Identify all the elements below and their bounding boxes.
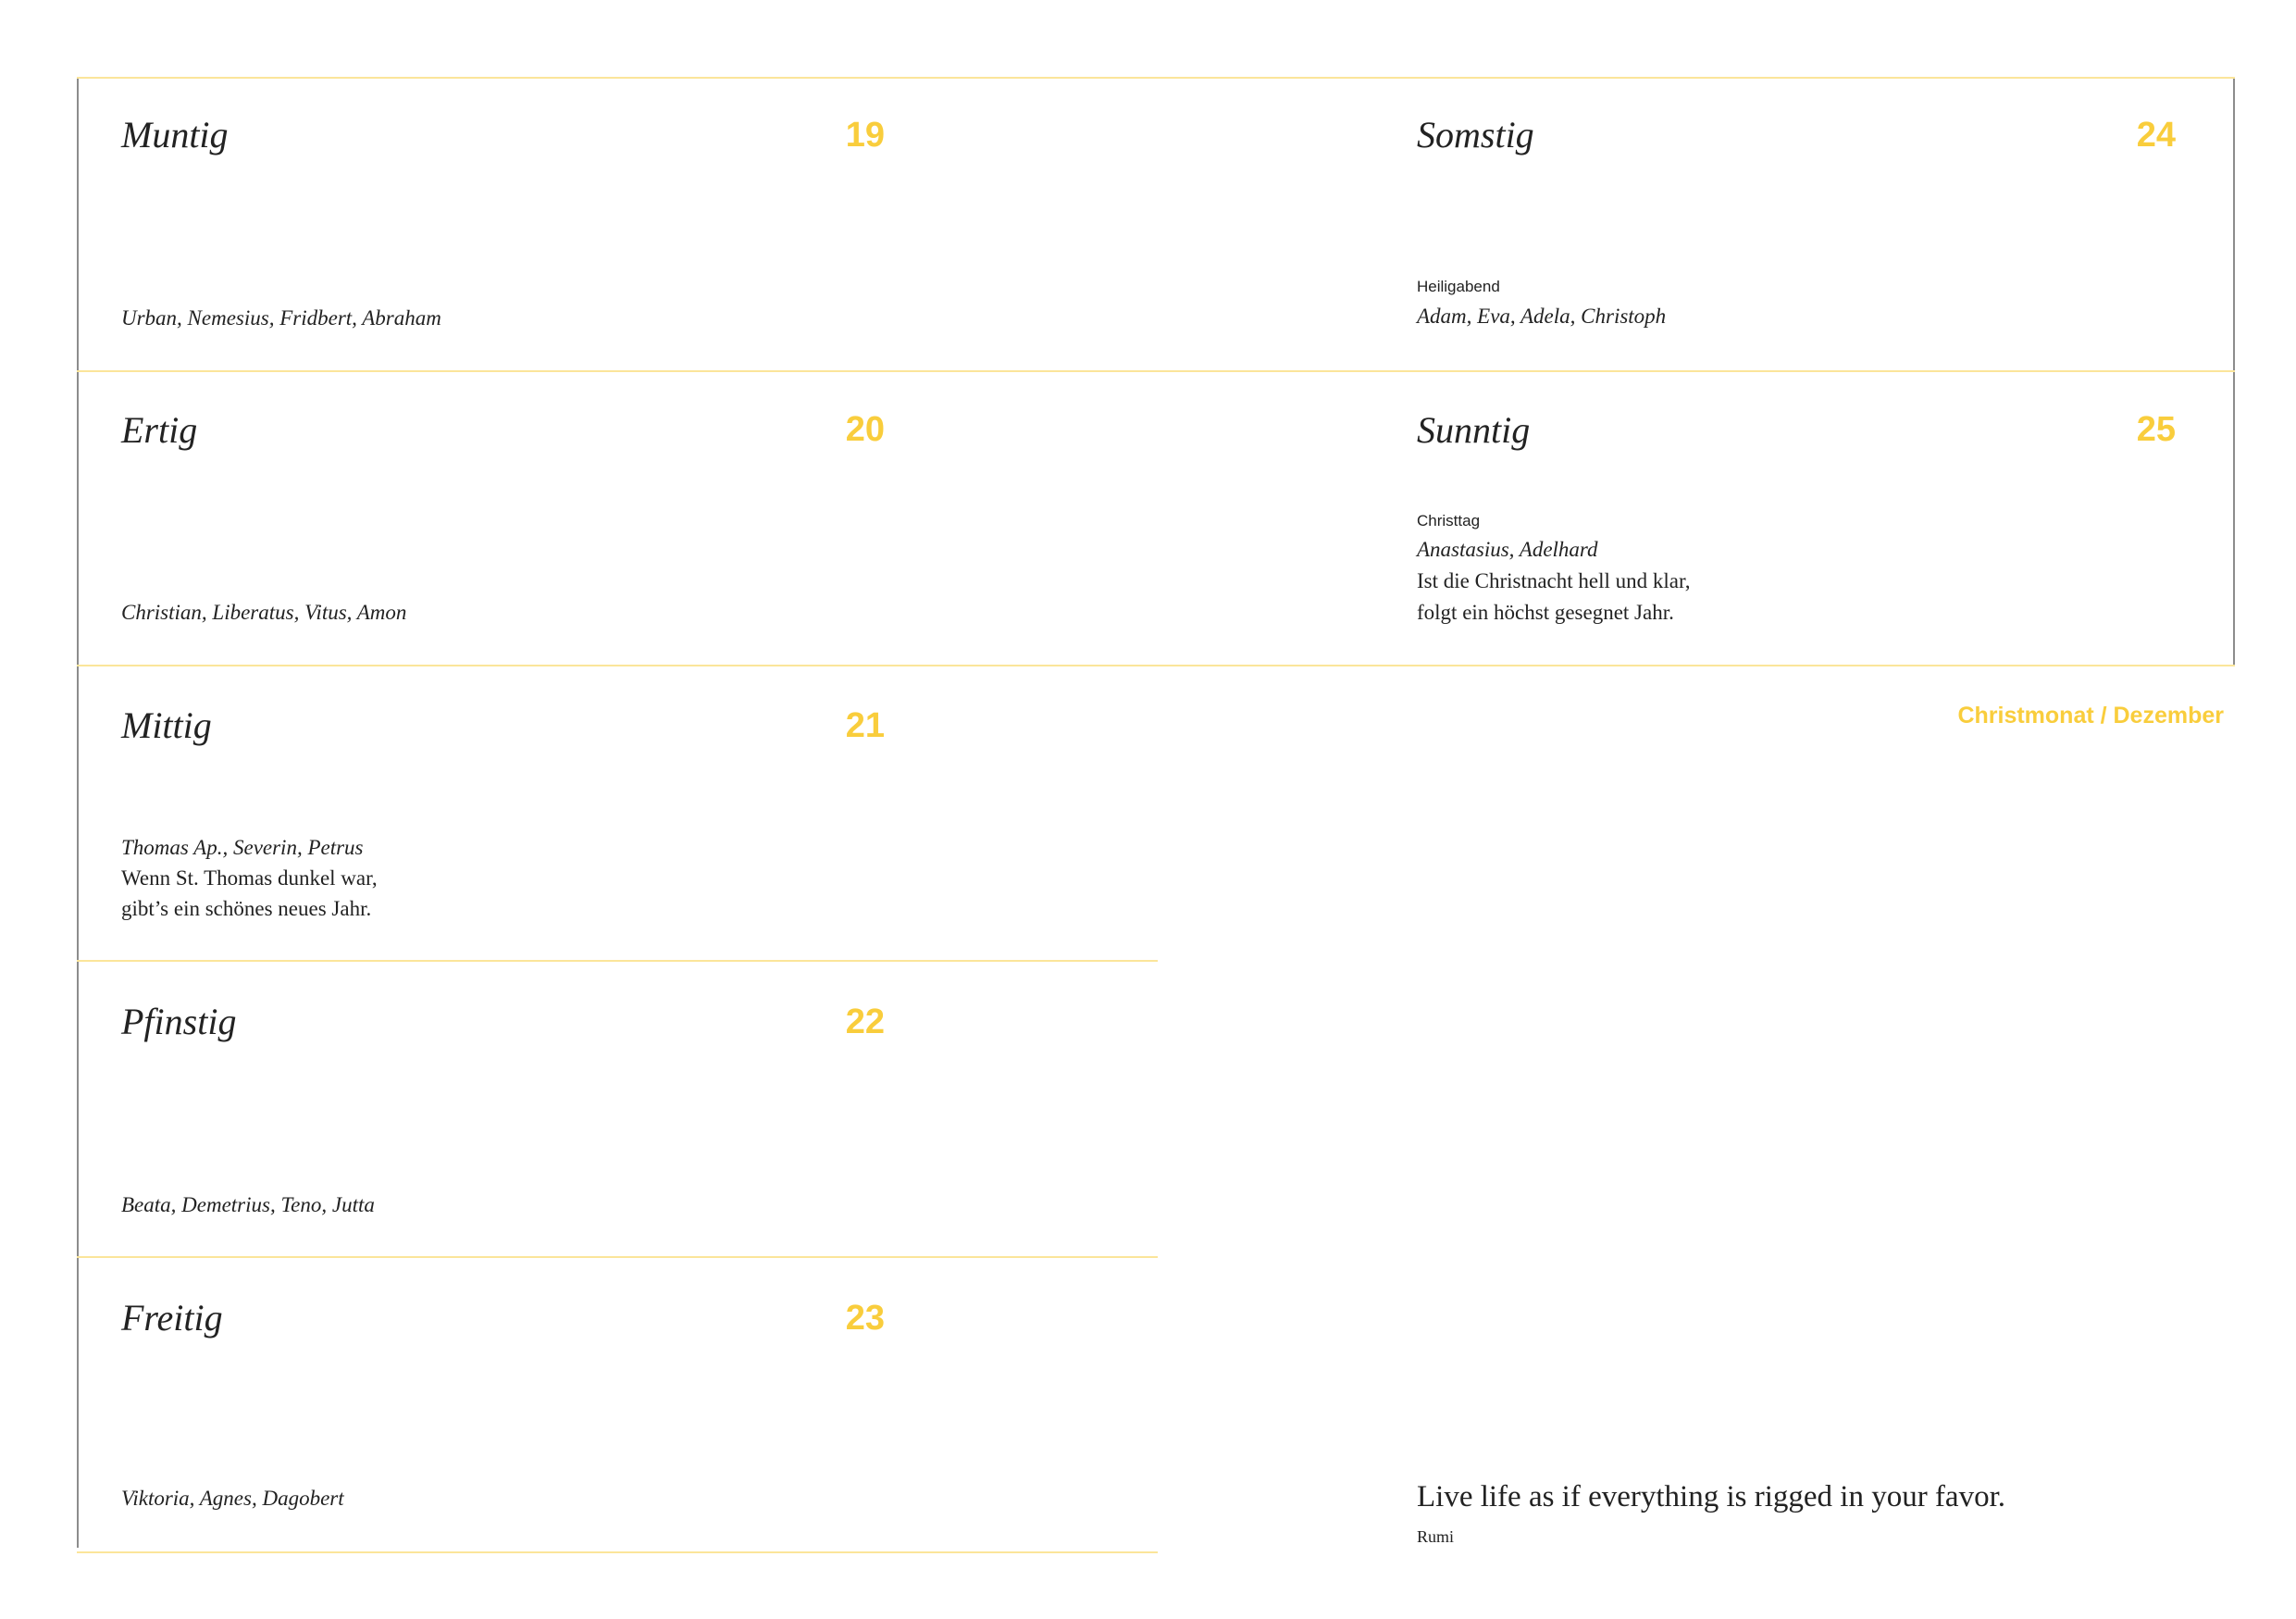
weather-saying-line-2: gibt’s ein schönes neues Jahr. — [121, 897, 372, 920]
weather-saying-line-1: Ist die Christnacht hell und klar, — [1417, 569, 1691, 592]
saints-names: Christian, Liberatus, Vitus, Amon — [121, 601, 407, 624]
day-name: Somstig — [1417, 114, 1534, 156]
saints-names: Beata, Demetrius, Teno, Jutta — [121, 1193, 375, 1216]
row-rule-3 — [77, 960, 1158, 962]
saints-names: Viktoria, Agnes, Dagobert — [121, 1487, 344, 1510]
quote-author: Rumi — [1417, 1527, 1455, 1546]
row-rule-1 — [77, 370, 2235, 372]
left-frame-line — [77, 77, 79, 1548]
day-name: Mittig — [121, 704, 212, 746]
day-number: 19 — [845, 116, 885, 155]
day-name: Sunntig — [1417, 409, 1531, 451]
day-number: 20 — [845, 410, 885, 449]
weather-saying-line-2: folgt ein höchst gesegnet Jahr. — [1417, 601, 1674, 624]
day-number: 22 — [845, 1003, 885, 1041]
saints-names: Adam, Eva, Adela, Christoph — [1417, 305, 1667, 328]
month-label: Christmonat / Dezember — [1957, 703, 2224, 729]
day-number: 25 — [2136, 410, 2176, 449]
saints-names: Anastasius, Adelhard — [1417, 538, 1598, 561]
holiday-label: Christtag — [1417, 512, 1481, 529]
quote-text: Live life as if everything is rigged in your favor. — [1417, 1480, 2005, 1513]
day-number: 23 — [845, 1299, 885, 1338]
holiday-label: Heiligabend — [1417, 278, 1500, 295]
day-number: 24 — [2136, 116, 2176, 155]
row-rule-4 — [77, 1256, 1158, 1258]
day-name: Pfinstig — [121, 1001, 237, 1042]
day-name: Muntig — [121, 114, 229, 156]
bottom-rule — [77, 1551, 1158, 1553]
top-rule — [77, 77, 2235, 79]
saints-names: Urban, Nemesius, Fridbert, Abraham — [121, 306, 441, 330]
weather-saying-line-1: Wenn St. Thomas dunkel war, — [121, 866, 378, 890]
day-name: Freitig — [121, 1297, 223, 1339]
saints-names: Thomas Ap., Severin, Petrus — [121, 836, 364, 859]
day-number: 21 — [845, 706, 885, 745]
row-rule-2 — [77, 665, 2235, 666]
day-name: Ertig — [121, 409, 198, 451]
